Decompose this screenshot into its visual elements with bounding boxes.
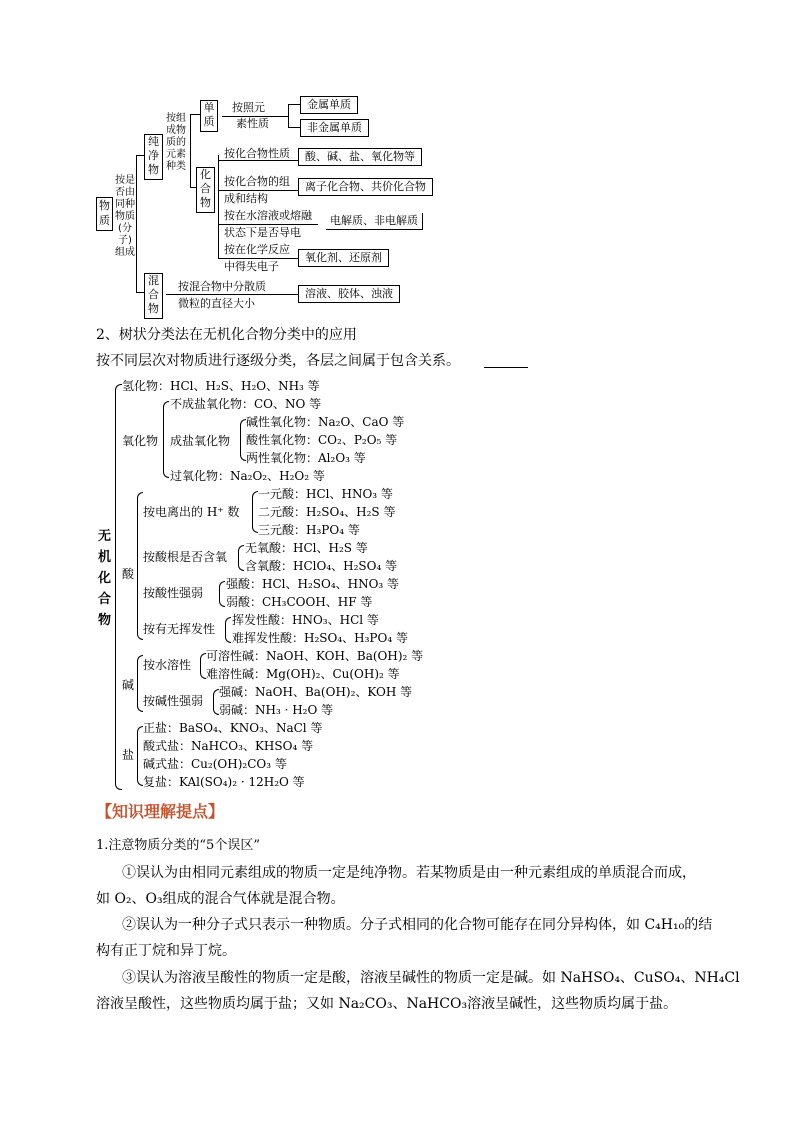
salt-label: 盐 [122,748,135,762]
acid-item: 一元酸：HCl、HNO₃ 等 [258,487,393,501]
tips-title: 1.注意物质分类的“5个误区” [96,838,260,853]
acid-item: 强酸：HCl、H₂SO₄、HNO₃ 等 [226,577,400,591]
salt-item: 复盐：KAl(SO₄)₂ · 12H₂O 等 [143,775,305,789]
acid-group-2-label: 按酸根是否含氧 [143,550,228,564]
basic-oxide: 碱性氧化物：Na₂O、CaO 等 [246,415,405,429]
pure-desc: 按组 成物 质的 元素 种类 [166,113,186,172]
root-desc: 按是 否由 同种 物质 (分子) 组成 [115,175,135,258]
by-structure-label: 按化合物的组 成和结构 [224,175,290,205]
oxidant-reductant-box: 氧化剂、还原剂 [298,249,389,267]
mixture-box: 混合物 [144,273,163,319]
by-electron-label: 按在化学反应 中得失电子 [224,243,290,273]
acid-group-4-label: 按有无挥发性 [143,622,216,636]
tip-2: ②误认为一种分子式只表示一种物质。分子式相同的化合物可能存在同分异构体，如 C₄H₁₀的结 构有正丁烷和异丁烷。 [96,917,713,959]
base-item: 可溶性碱：NaOH、KOH、Ba(OH)₂ 等 [206,649,424,663]
tip-1: ①误认为由相同元素组成的物质一定是纯净物。若某物质是由一种元素组成的单质混合而成， 如 O₂、O₃组成的混合气体就是混合物。 [96,865,696,907]
oxide-label: 氧化物 [122,434,159,448]
base-group-2-label: 按碱性强弱 [143,694,204,708]
tree-root: 无机化合物 [98,529,112,628]
by-conductivity-label: 按在水溶液或熔融 状态下是否导电 [224,209,312,239]
acidic-oxide: 酸性氧化物：CO₂、P₂O₅ 等 [246,433,398,447]
acid-item: 三元酸：H₃PO₄ 等 [258,523,360,537]
by-property-label: 按化合物性质 [224,147,290,160]
electrolyte-box: 电解质、非电解质 [326,213,423,230]
base-item: 弱碱：NH₃ · H₂O 等 [219,703,334,717]
by-particle-size-label: 按混合物中分散质 微粒的直径大小 [178,280,266,310]
solution-colloid-box: 溶液、胶体、浊液 [298,285,400,303]
base-group-1-label: 按水溶性 [143,658,192,672]
metal-element-box: 金属单质 [300,96,358,114]
nonmetal-element-box: 非金属单质 [300,119,369,137]
section2-title: 2、树状分类法在无机化合物分类中的应用 [96,327,357,343]
section2-intro: 按不同层次对物质进行逐级分类，各层之间属于包含关系。 [96,353,460,369]
acid-item: 无氧酸：HCl、H₂S 等 [245,541,368,555]
hydride-line: 氢化物：HCl、H₂S、H₂O、NH₃ 等 [122,379,320,393]
peroxide: 过氧化物：Na₂O₂、H₂O₂ 等 [170,469,325,483]
tips-heading: 【知识理解提点】 [96,802,225,821]
compound-box: 化合物 [196,167,215,213]
ionic-covalent-box: 离子化合物、共价化合物 [298,178,433,196]
tip-3: ③误认为溶液呈酸性的物质一定是酸，溶液呈碱性的物质一定是碱。如 NaHSO₄、CuSO₄、NH₄Cl 溶液呈酸性，这些物质均属于盐；又如 Na₂CO₃、NaHCO₃溶液呈碱性，这些物质均属于盐。 [96,970,740,1012]
acid-item: 弱酸：CH₃COOH、HF 等 [226,595,373,609]
acid-item: 难挥发性酸：H₂SO₄、H₃PO₄ 等 [232,631,408,645]
amphoteric-oxide: 两性氧化物：Al₂O₃ 等 [246,451,366,465]
acid-item: 挥发性酸：HNO₃、HCl 等 [232,613,379,627]
acid-group-3-label: 按酸性强弱 [143,586,204,600]
pure-box: 纯净物 [144,134,163,180]
base-item: 强碱：NaOH、Ba(OH)₂、KOH 等 [219,685,413,699]
salt-item: 正盐：BaSO₄、KNO₃、NaCl 等 [143,721,323,735]
element-box: 单质 [200,100,218,132]
acid-item: 含氧酸：HClO₄、H₂SO₄ 等 [245,559,398,573]
acid-label: 酸 [122,567,135,581]
salt-item: 酸式盐：NaHCO₃、KHSO₄ 等 [143,739,314,753]
acid-item: 二元酸：H₂SO₄、H₂S 等 [258,505,396,519]
base-label: 碱 [122,678,135,692]
acid-base-salt-box: 酸、碱、盐、氧化物等 [298,148,422,166]
element-desc: 按照元 素性质 [232,101,269,130]
salt-item: 碱式盐：Cu₂(OH)₂CO₃ 等 [143,757,287,771]
salt-forming-oxide: 成盐氧化物 [170,434,231,448]
base-item: 难溶性碱：Mg(OH)₂、Cu(OH)₂ 等 [206,667,400,681]
acid-group-1-label: 按电离出的 H⁺ 数 [143,505,240,519]
root-box: 物质 [96,197,113,231]
non-salt-oxide: 不成盐氧化物：CO、NO 等 [170,397,322,411]
